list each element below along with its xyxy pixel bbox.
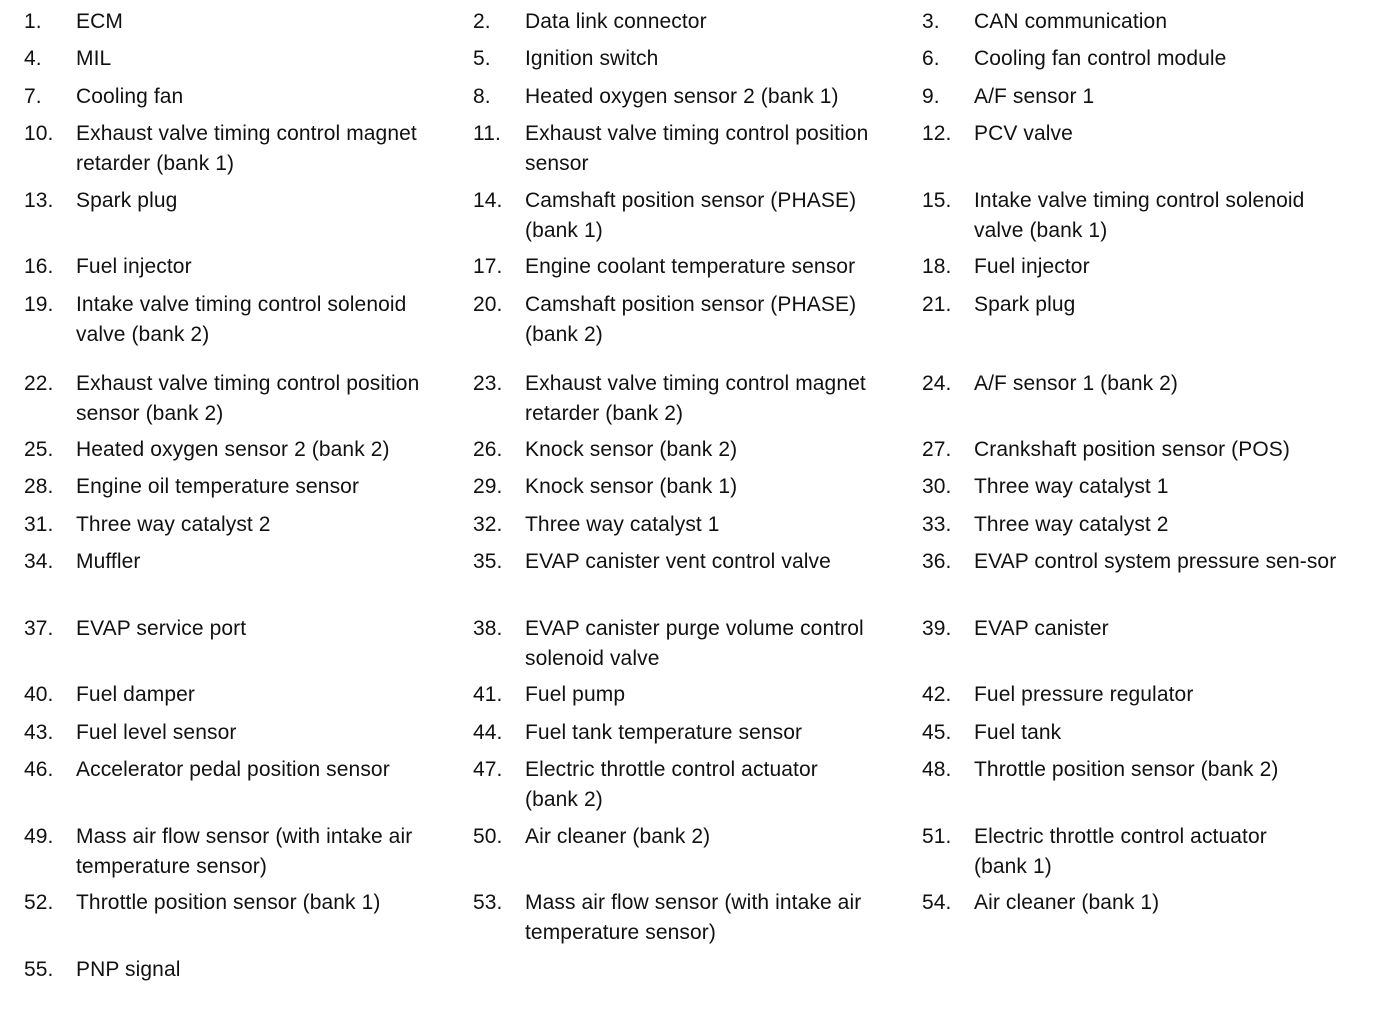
item-number: 9. <box>922 85 940 108</box>
item-number: 48. <box>922 758 952 781</box>
item-label: Air cleaner (bank 1) <box>974 891 1160 914</box>
item-number: 26. <box>473 438 503 461</box>
item-label: Spark plug <box>76 189 178 212</box>
item-label: Fuel tank <box>974 721 1062 744</box>
item-label: Three way catalyst 2 <box>76 513 271 536</box>
item-label: EVAP canister purge volume control solenoid valve <box>525 617 864 670</box>
item-number: 7. <box>24 85 42 108</box>
item-label: Exhaust valve timing control position sensor <box>525 122 869 175</box>
item-label: Camshaft position sensor (PHASE) (bank 2) <box>525 293 857 346</box>
item-label: Exhaust valve timing control magnet retarder (bank 2) <box>525 372 866 425</box>
item-number: 49. <box>24 825 54 848</box>
item-number: 53. <box>473 891 503 914</box>
item-number: 18. <box>922 255 952 278</box>
item-label: Exhaust valve timing control magnet retarder (bank 1) <box>76 122 417 175</box>
item-label: A/F sensor 1 <box>974 85 1095 108</box>
item-number: 17. <box>473 255 503 278</box>
item-number: 33. <box>922 513 952 536</box>
item-number: 35. <box>473 550 503 573</box>
item-number: 11. <box>473 122 501 145</box>
item-number: 1. <box>24 10 42 33</box>
item-label: Three way catalyst 2 <box>974 513 1169 536</box>
item-label: Engine coolant temperature sensor <box>525 255 856 278</box>
item-label: PNP signal <box>76 958 181 981</box>
item-number: 10. <box>24 122 54 145</box>
item-label: Three way catalyst 1 <box>974 475 1169 498</box>
item-label: Electric throttle control actuator (bank 1) <box>974 825 1267 878</box>
item-number: 22. <box>24 372 54 395</box>
item-label: Knock sensor (bank 2) <box>525 438 738 461</box>
item-number: 12. <box>922 122 952 145</box>
item-number: 38. <box>473 617 503 640</box>
item-number: 36. <box>922 550 952 573</box>
item-number: 34. <box>24 550 54 573</box>
item-number: 50. <box>473 825 503 848</box>
item-number: 6. <box>922 47 940 70</box>
item-number: 28. <box>24 475 54 498</box>
item-label: Throttle position sensor (bank 1) <box>76 891 381 914</box>
item-number: 21. <box>922 293 952 316</box>
item-number: 14. <box>473 189 503 212</box>
item-label: Mass air flow sensor (with intake air temperature sensor) <box>525 891 862 944</box>
item-number: 40. <box>24 683 54 706</box>
item-label: Cooling fan <box>76 85 184 108</box>
item-label: Fuel tank temperature sensor <box>525 721 803 744</box>
item-label: Spark plug <box>974 293 1076 316</box>
item-number: 55. <box>24 958 54 981</box>
item-label: Accelerator pedal position sensor <box>76 758 390 781</box>
item-number: 19. <box>24 293 54 316</box>
item-number: 2. <box>473 10 491 33</box>
item-label: Fuel pressure regulator <box>974 683 1194 706</box>
item-number: 37. <box>24 617 54 640</box>
item-label: Heated oxygen sensor 2 (bank 2) <box>76 438 390 461</box>
item-label: Fuel level sensor <box>76 721 237 744</box>
item-number: 41. <box>473 683 503 706</box>
item-number: 23. <box>473 372 503 395</box>
item-label: EVAP canister <box>974 617 1109 640</box>
item-number: 24. <box>922 372 952 395</box>
item-label: EVAP control system pressure sen-sor <box>974 550 1337 573</box>
item-label: PCV valve <box>974 122 1073 145</box>
item-number: 43. <box>24 721 54 744</box>
item-label: Air cleaner (bank 2) <box>525 825 711 848</box>
item-number: 27. <box>922 438 952 461</box>
item-label: Crankshaft position sensor (POS) <box>974 438 1290 461</box>
item-number: 51. <box>922 825 952 848</box>
item-label: Engine oil temperature sensor <box>76 475 360 498</box>
item-number: 4. <box>24 47 42 70</box>
item-number: 5. <box>473 47 491 70</box>
item-number: 31. <box>24 513 54 536</box>
item-number: 45. <box>922 721 952 744</box>
item-number: 42. <box>922 683 952 706</box>
item-label: Electric throttle control actuator (bank 2) <box>525 758 818 811</box>
item-number: 52. <box>24 891 54 914</box>
item-label: Fuel injector <box>974 255 1090 278</box>
item-label: Throttle position sensor (bank 2) <box>974 758 1279 781</box>
item-number: 13. <box>24 189 54 212</box>
item-number: 16. <box>24 255 54 278</box>
item-label: Cooling fan control module <box>974 47 1227 70</box>
item-number: 30. <box>922 475 952 498</box>
item-label: Fuel damper <box>76 683 195 706</box>
item-number: 20. <box>473 293 503 316</box>
item-number: 46. <box>24 758 54 781</box>
item-number: 54. <box>922 891 952 914</box>
item-number: 15. <box>922 189 952 212</box>
item-label: Exhaust valve timing control position sensor (bank 2) <box>76 372 420 425</box>
item-label: Muffler <box>76 550 141 573</box>
item-label: Three way catalyst 1 <box>525 513 720 536</box>
item-number: 32. <box>473 513 503 536</box>
item-label: Intake valve timing control solenoid valve (bank 2) <box>76 293 407 346</box>
item-label: Intake valve timing control solenoid valve (bank 1) <box>974 189 1305 242</box>
item-label: Mass air flow sensor (with intake air temperature sensor) <box>76 825 413 878</box>
item-label: EVAP service port <box>76 617 247 640</box>
item-number: 29. <box>473 475 503 498</box>
item-number: 44. <box>473 721 503 744</box>
item-label: Knock sensor (bank 1) <box>525 475 738 498</box>
item-label: ECM <box>76 10 123 33</box>
item-number: 8. <box>473 85 491 108</box>
item-label: Data link connector <box>525 10 707 33</box>
item-number: 47. <box>473 758 503 781</box>
item-label: CAN communication <box>974 10 1168 33</box>
item-number: 39. <box>922 617 952 640</box>
item-label: EVAP canister vent control valve <box>525 550 831 573</box>
item-number: 3. <box>922 10 940 33</box>
item-label: Fuel pump <box>525 683 626 706</box>
item-label: Fuel injector <box>76 255 192 278</box>
item-label: MIL <box>76 47 112 70</box>
item-number: 25. <box>24 438 54 461</box>
item-label: A/F sensor 1 (bank 2) <box>974 372 1179 395</box>
item-label: Ignition switch <box>525 47 659 70</box>
item-label: Heated oxygen sensor 2 (bank 1) <box>525 85 839 108</box>
item-label: Camshaft position sensor (PHASE) (bank 1) <box>525 189 857 242</box>
